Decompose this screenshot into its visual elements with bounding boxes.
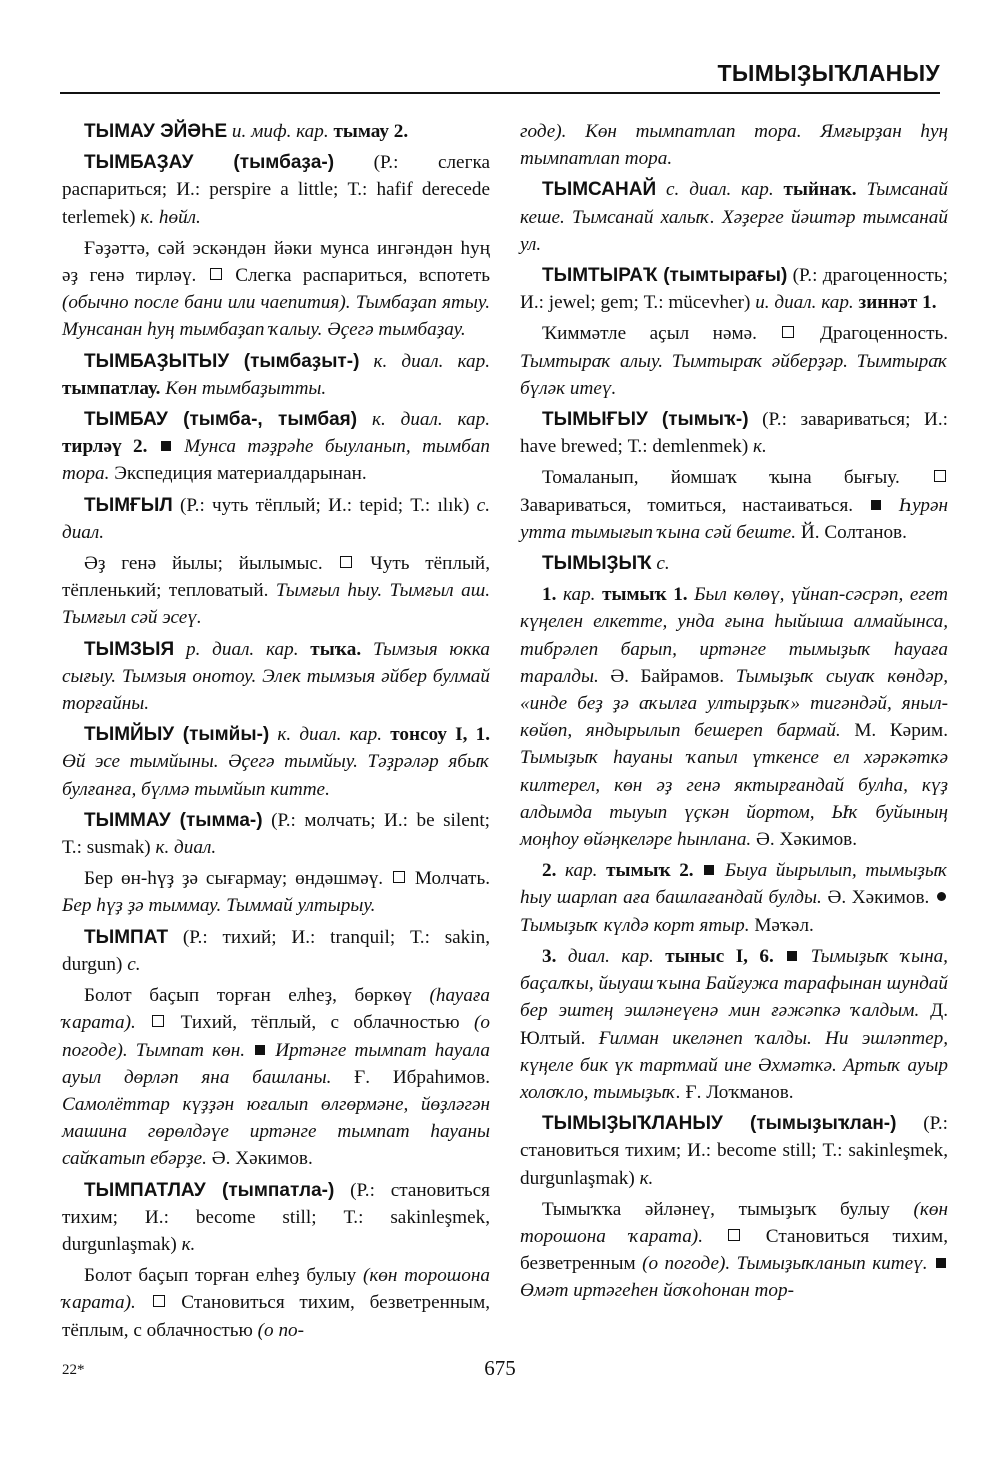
entry-text: (о погоде). Тымпат көн. (62, 1012, 490, 1061)
entry-text: 2. (542, 860, 565, 882)
entry-text: к. һөйл. (140, 206, 201, 228)
example-marker-icon (936, 1258, 946, 1268)
entry-text: (Р.: становиться тихим; И.: become still; Т.: sakinleşmek, durgunlaşmak) (520, 1113, 948, 1189)
headword: ТЫМЗЫЯ (84, 638, 175, 660)
entry-text: Бер өн-һүҙ ҙә сығармау; өндәшмәү. (84, 868, 391, 890)
entry-text: Иртәнге тымпат һауала ауыл дөрләп яна башланы. (62, 1039, 490, 1088)
entry-text: Көн тымбаҙытты. (160, 377, 327, 399)
entry-text: тымпатлау. (62, 377, 161, 399)
entry-text: Ғ. Ибраһимов. (331, 1066, 490, 1088)
entry-text: Слегка распариться, вспотеть (223, 265, 490, 287)
entry-text: 1. (542, 584, 563, 606)
dictionary-entry (62, 235, 490, 344)
entry-text: Ә. Хәкимов. (206, 1148, 313, 1170)
translation-marker-icon (340, 556, 352, 568)
entry-text: Становиться тихим, безветренным (520, 1225, 948, 1275)
entry-text: Тымыҙыҡ һауаны ҡапыл үткенсе ел хәрәкәткә килтерел, көн әҙ генә яктырғандай булһа, күҙ алдымда тыуып үҫкән йортом, Ыҡ буйының моңһоу өйәңкеләре һынлана. (520, 747, 948, 851)
entry-text: тонсоу I, 1. (390, 724, 490, 746)
entry-text: Тымтыраҡ алыу. Тымтыраҡ әйберҙәр. Тымтыраҡ бүләк итеү. (520, 350, 948, 399)
entry-text: к. (753, 436, 767, 458)
headword: ТЫМПАТ (84, 926, 169, 948)
entry-text (147, 436, 158, 457)
headword: ТЫМАУ ЭЙӘҺЕ (84, 121, 228, 142)
entry-text: годе). Көн тымпатлап тора. Ямғырҙан һуң тымпатлап тора. (520, 121, 948, 170)
entry-text: Мәҡәл. (749, 914, 814, 936)
entry-text: Ә. Байрамов. (598, 665, 736, 687)
dictionary-entry (520, 406, 948, 460)
headword: ТЫМБАУ (тымба-, тымбая) (84, 409, 358, 431)
entry-text: тымыҡ 2. (606, 860, 694, 882)
translation-marker-icon (210, 268, 222, 280)
entry-text: тымыҡ 1. (602, 584, 688, 606)
dictionary-entry (62, 492, 490, 546)
entry-text: с. диал. кар. (656, 179, 784, 201)
entry-text: с. диал. (62, 494, 490, 543)
entry-text: (Р.: становиться тихим; И.: become still; Т.: sakinleşmek, durgunlaşmak) (62, 1179, 491, 1255)
entry-text: Молчать. (407, 868, 490, 890)
entry-text (245, 1040, 253, 1061)
entry-text: к. диал. (155, 837, 217, 859)
dictionary-entry (520, 118, 948, 172)
entry-text: Томаланып, йомшаҡ ҡына бығыу. (542, 467, 932, 489)
entry-text: (обычно после бани или чаепития). Тымбаҙап ятыу. Мунсанан һуң тымбаҙап ҡалыу. Әҫегә тымбаҙау. (62, 292, 490, 341)
dictionary-entry (62, 406, 490, 488)
dictionary-entry (62, 348, 490, 402)
translation-marker-icon (153, 1295, 165, 1307)
proverb-marker-icon (937, 892, 946, 901)
entry-text: (Р.: слегка распариться; И.: perspire a little; Т.: hafif derecede terlemek) (62, 152, 490, 228)
entry-text: Ғ. Лоҡманов. (680, 1081, 794, 1103)
entry-text: Болот баҫып торған елһеҙ булыу (84, 1265, 363, 1287)
dictionary-entry (520, 550, 948, 577)
dictionary-entry (62, 865, 490, 919)
entry-text: кар. (562, 584, 603, 606)
entry-text: Тымыҙыҡ сыуаҡ көндәр, «инде беҙ ҙә аҡылға ултырҙыҡ» тигәндәй, яныл-көйөп, яндырылып бешереп бармай. (520, 665, 948, 742)
entry-text: Ә. Хәкимов. (751, 829, 858, 851)
page-header (60, 58, 940, 94)
entry-text: кар. (564, 860, 607, 882)
entry-text: тирләү 2. (62, 436, 148, 458)
entry-text: (Р.: драгоценность; И.: jewel; gem; Т.: mücevher) (520, 265, 948, 314)
entry-text: Тымыҙыҡ күлдә корт ятыр. (520, 914, 750, 936)
entry-text (928, 1253, 934, 1274)
headword: ТЫМҒЫЛ (84, 494, 173, 516)
dictionary-entry (62, 1262, 490, 1344)
left-column (62, 118, 490, 1348)
entry-text (774, 946, 785, 967)
entry-text: (Р.: завариваться; И.: have brewed; Т.: demlenmek) (520, 409, 948, 458)
entry-text: Тымыҙыҡ ҡына, баҫалҡы, йыуаш ҡына Байғужа тарафынан шундай бер эштең эшләнеүенә мин ғәжәпкә ҡалдым. (520, 945, 948, 1022)
entry-text: Ә. Хәкимов. (821, 887, 935, 909)
entry-text: Быуа йырылып, тымыҙыҡ һыу шарлап аға башлағандай булды. (520, 860, 949, 909)
example-marker-icon (871, 500, 881, 510)
entry-text: 3. (542, 945, 568, 967)
entry-text: (көн торошона ҡарата). (62, 1265, 490, 1314)
entry-text: тыҡа. (310, 638, 362, 660)
example-marker-icon (787, 951, 797, 961)
entry-text: тыныс I, 6. (665, 945, 774, 967)
entry-text: Тымыҡҡа әйләнеү, тымыҙыҡ булыу (542, 1198, 914, 1220)
entry-text: Становиться тихим, безветренным, тёплым, с облачностью (62, 1292, 491, 1341)
dictionary-entry (62, 1177, 490, 1259)
dictionary-entry (520, 1110, 948, 1192)
entry-text: к. (181, 1233, 196, 1255)
headword: ТЫМПАТЛАУ (тымпатла-) (84, 1179, 335, 1201)
entry-text: Чуть тёплый, тёпленький; тепловатый. (62, 553, 490, 602)
dictionary-entry (520, 262, 948, 316)
dictionary-entry (62, 149, 490, 231)
entry-text: Драгоценность. (796, 323, 948, 345)
translation-marker-icon (728, 1229, 740, 1241)
translation-marker-icon (934, 470, 946, 482)
entry-text: (һауаға ҡарата). (62, 985, 490, 1034)
entry-text: тымау 2. (333, 121, 409, 142)
dictionary-entry (520, 857, 948, 939)
entry-text: Өмәт иртәгеһен йоҡоһонан тор- (520, 1280, 794, 1302)
headword: ТЫМЙЫУ (тымйы-) (84, 724, 270, 746)
headword: ТЫММАУ (тымма-) (84, 809, 263, 831)
entry-text (136, 1292, 151, 1313)
entry-text: Әҙ генә йылы; йылымыс. (84, 553, 339, 575)
translation-marker-icon (782, 326, 794, 338)
entry-text: к. диал. кар. (269, 724, 391, 746)
dictionary-entry (62, 721, 490, 803)
entry-text: к. (639, 1167, 654, 1189)
entry-text: Мунса тәҙрәһе быуланып, тымбап тора. (62, 436, 491, 485)
entry-text: с. (127, 953, 141, 975)
entry-text: (көн торошона ҡарата). (520, 1198, 948, 1247)
entry-text: (Р.: молчать; И.: be silent; Т.: susmak) (62, 809, 490, 859)
entry-text: (Р.: чуть тёплый; И.: tepid; Т.: ılık) (172, 494, 477, 516)
entry-text: к. диал. кар. (359, 350, 491, 372)
dictionary-entry (520, 1196, 948, 1305)
running-head: ТЫМЫҘЫҠЛАНЫУ (717, 60, 940, 86)
entry-text: Тымғыл һыу. Тымғыл аш. Тымғыл сәй эсеү. (62, 580, 490, 629)
entry-text: (о погоде). Тымыҙыҡланып китеү. (642, 1253, 928, 1275)
dictionary-entry (62, 924, 490, 978)
dictionary-entry (520, 581, 948, 853)
entry-text: к. диал. кар. (357, 409, 491, 431)
entry-text: Завариваться, томиться, настаиваться. (520, 494, 869, 516)
headword: ТЫМСАНАЙ (542, 179, 657, 201)
translation-marker-icon (152, 1015, 164, 1027)
entry-text: и. миф. кар. (227, 121, 334, 142)
entry-text: Ғәҙәттә, сәй эскәндән йәки мунса ингәндән һуң әҙ генә тирләү. (62, 237, 490, 287)
entry-text: (Р.: тихий; И.: tranquil; Т.: sakin, durgun) (62, 926, 490, 975)
signature-mark: 22* (62, 1362, 85, 1378)
example-marker-icon (704, 865, 714, 875)
entry-text: тыйнаҡ. (783, 179, 857, 201)
entry-text: Тымсанай кеше. Тымсанай халыҡ. Хәҙерге йәштәр тымсанай ул. (520, 179, 948, 255)
entry-text (703, 1226, 726, 1247)
entry-text: зиннәт 1. (858, 292, 937, 314)
entry-text: и. диал. кар. (755, 292, 859, 314)
dictionary-entry (62, 118, 490, 145)
headword: ТЫМТЫРАҠ (тымтырағы) (542, 265, 788, 287)
dictionary-entry (62, 982, 490, 1172)
entry-text: М. Кәрим. (840, 720, 948, 742)
dictionary-entry (520, 943, 948, 1106)
entry-text: диал. кар. (567, 945, 666, 967)
headword: ТЫМЫҘЫҠ (542, 553, 652, 575)
entry-text: Һурән утта тымығып ҡына сәй беште. (520, 494, 948, 543)
entry-text: Д. Юлтый. (520, 1000, 948, 1049)
example-marker-icon (255, 1045, 265, 1055)
headword: ТЫМБАҘАУ (тымбаҙа-) (84, 152, 335, 174)
dictionary-entry (520, 176, 948, 258)
entry-text: Болот баҫып торған елһеҙ, бөркөү (84, 985, 430, 1007)
entry-text: (о по- (257, 1319, 305, 1341)
entry-text: Тихий, тёплый, с облачностью (166, 1012, 475, 1034)
entry-text (694, 860, 703, 881)
translation-marker-icon (393, 871, 405, 883)
dictionary-entry (520, 320, 948, 402)
entry-text: Самолёттар күҙҙән юғалып өлгөрмәне, йөҙләгән машина гөрөлдәүе иртәнге тымпат һауаны сайҡатып ебәрҙе. (62, 1093, 490, 1170)
dictionary-entry (62, 807, 490, 861)
example-marker-icon (161, 441, 171, 451)
headword: ТЫМБАҘЫТЫУ (тымбаҙыт-) (84, 350, 360, 372)
dictionary-entry (520, 464, 948, 546)
entry-text: Тымзыя юкка сығыу. Тымзыя онотоу. Элек тымзыя әйбер булмай торғайны. (62, 638, 490, 715)
dictionary-entry (62, 550, 490, 632)
entry-text: Экспедиция материалдарынан. (109, 463, 367, 485)
headword: ТЫМЫҘЫҠЛАНЫУ (тымыҙыҡлан-) (542, 1113, 897, 1135)
entry-text: Й. Солтанов. (796, 521, 907, 543)
page-number: 675 (484, 1356, 516, 1380)
entry-text: р. диал. кар. (174, 638, 311, 660)
headword: ТЫМЫҒЫУ (тымыҡ-) (542, 409, 749, 431)
entry-text: Бер һүҙ ҙә тыммау. Тыммай ултырыу. (62, 895, 376, 917)
entry-text: Ғилман икеләнеп ҡалды. Ни эшләптер, күңеле бик үк тартмай ине Әхмәткә. Артыҡ ауыр холоҡло, тымыҙыҡ. (520, 1027, 949, 1103)
entry-text: Ҡиммәтле аҫыл нәмә. (542, 323, 781, 345)
entry-text: Өй эсе тымйыны. Әҫегә тымйыу. Тәҙрәләр ябыҡ булғанға, бүлмә тымйып китте. (62, 751, 490, 800)
entry-text (136, 1012, 150, 1033)
entry-text: Был көлөү, үйнап-сәсрәп, егет күңелен елкетте, унда ғына һыйыша алмайынса, тибрәлеп барып, иртәнге тымыҙыҡ һауаға таралды. (520, 584, 948, 687)
entry-text: с. (651, 553, 670, 575)
right-column (520, 118, 948, 1309)
dictionary-entry (62, 636, 490, 718)
